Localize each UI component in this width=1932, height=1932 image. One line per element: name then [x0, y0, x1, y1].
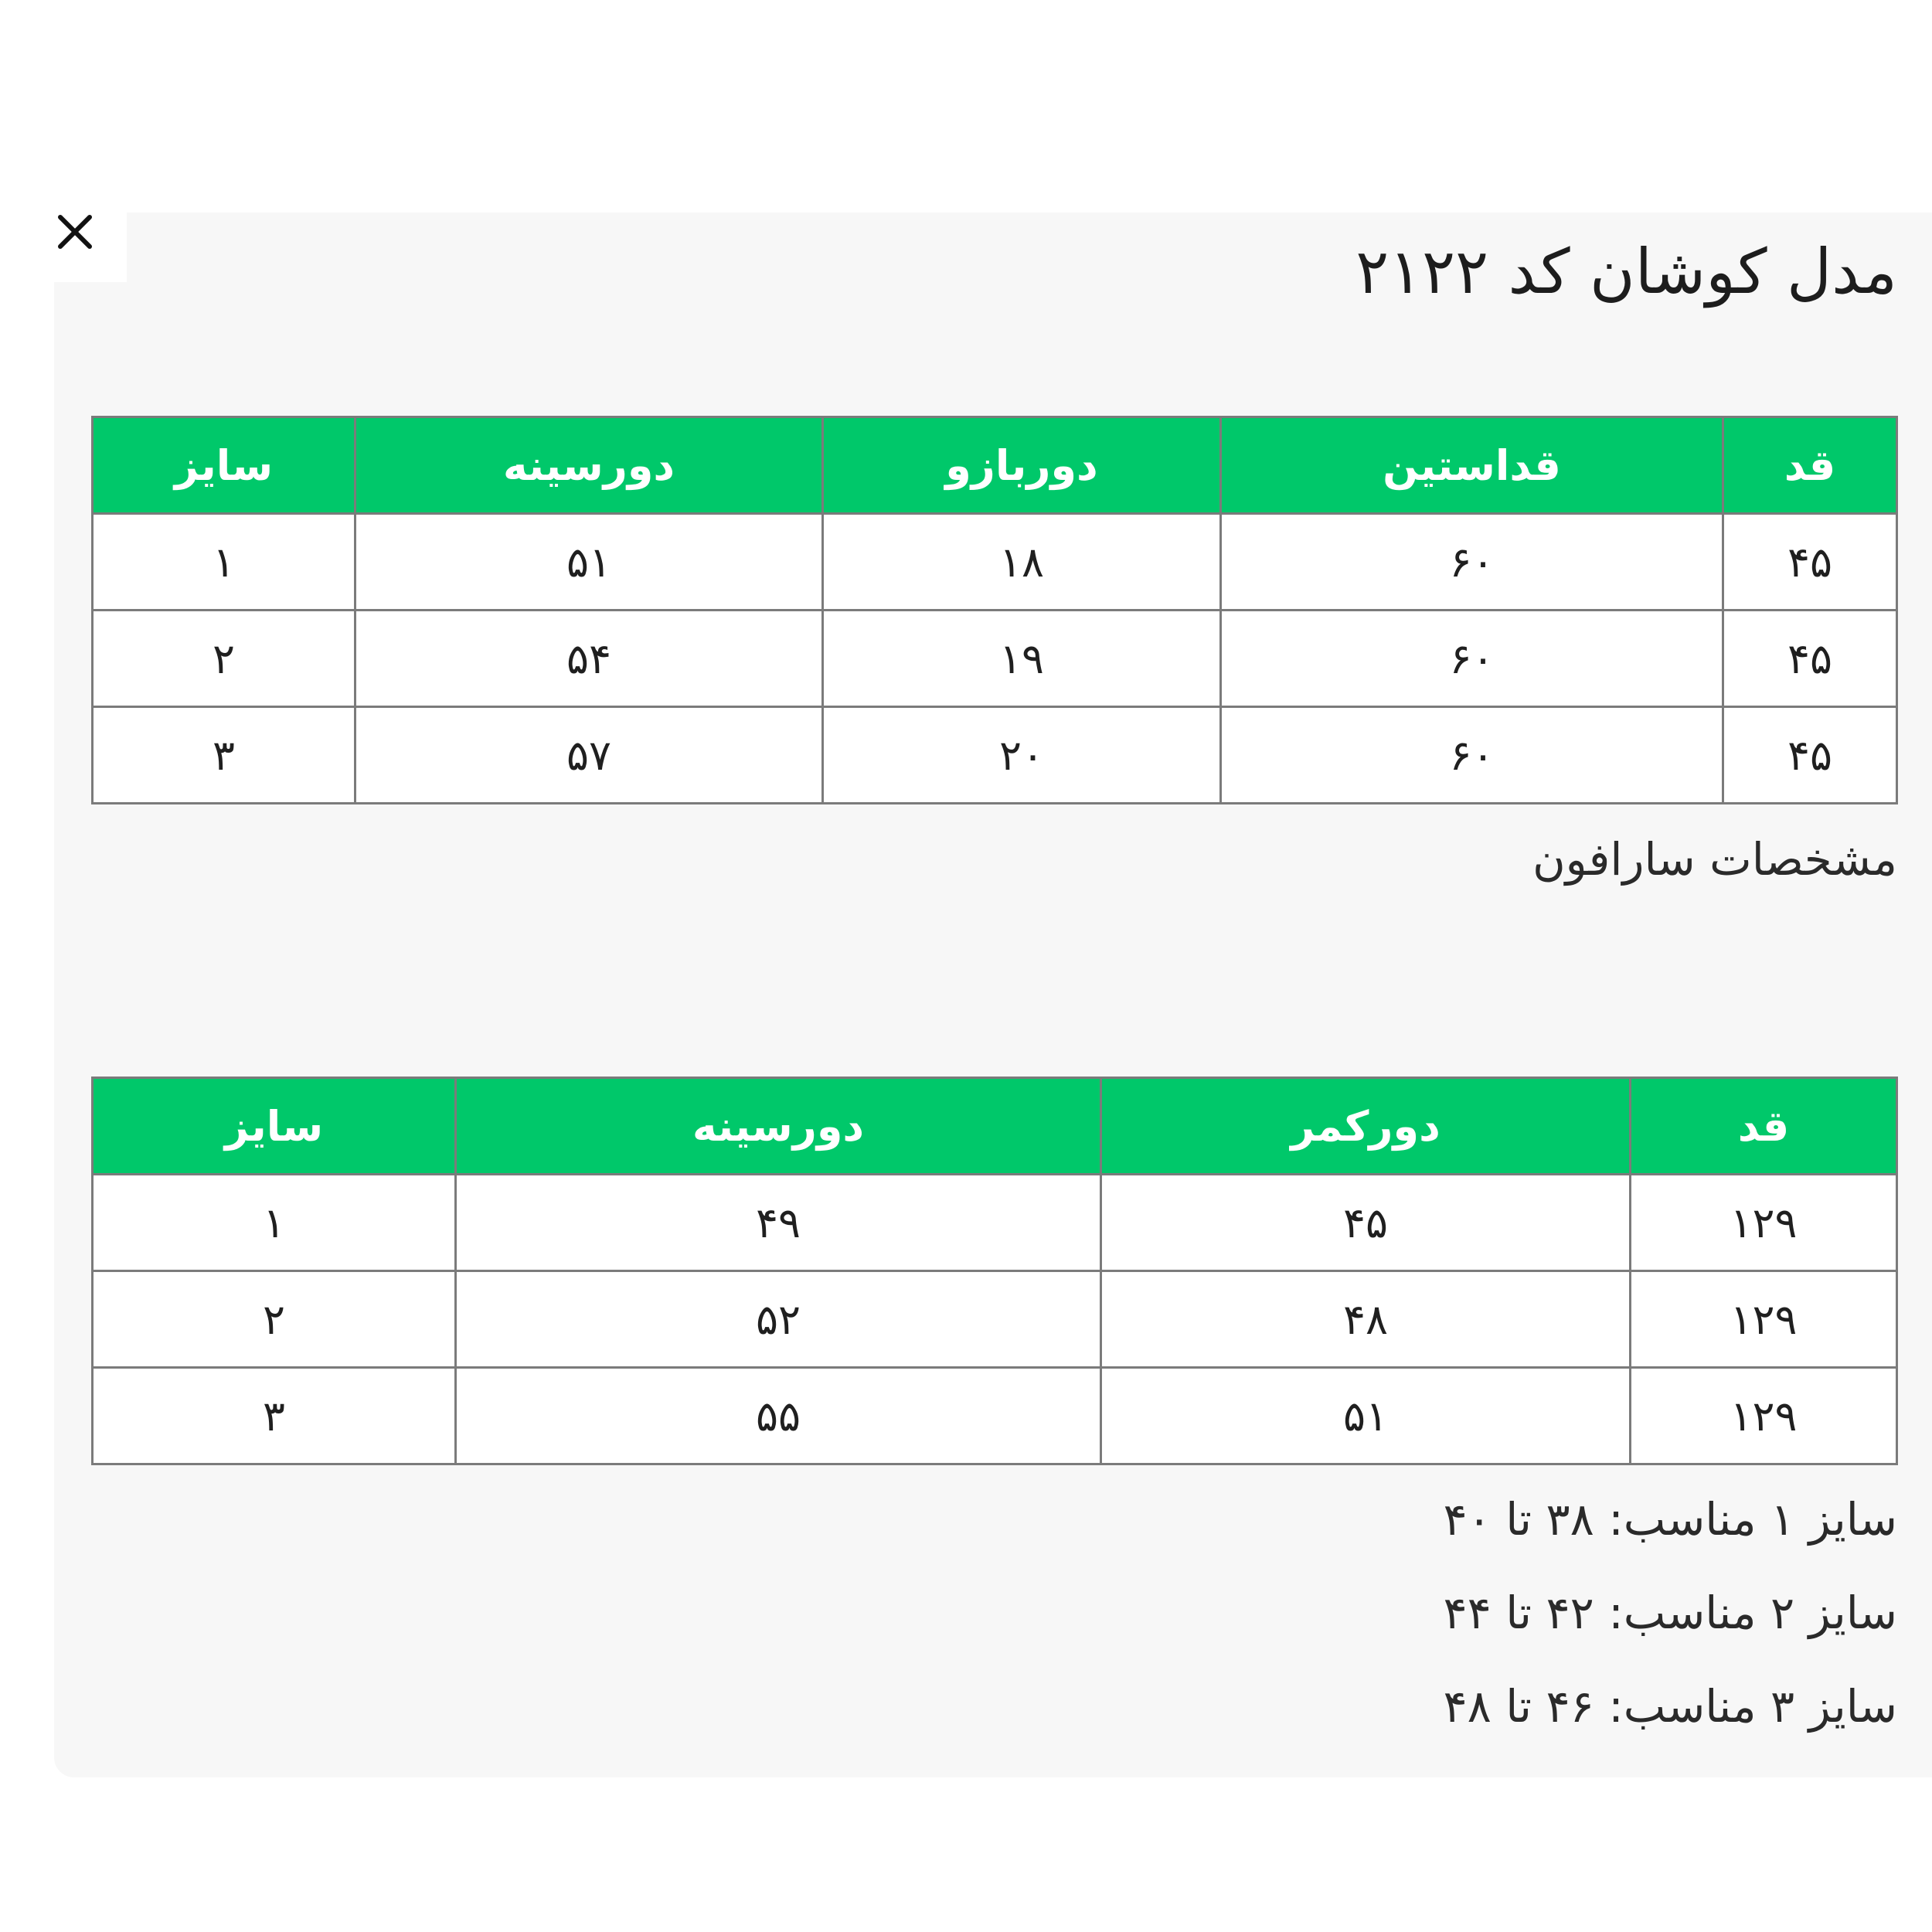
table-cell: ۱۲۹: [1631, 1175, 1897, 1271]
size-note-1: سایز ۱ مناسب: ۳۸ تا ۴۰: [1443, 1493, 1897, 1546]
table-cell: ۵۴: [355, 611, 823, 707]
table-cell: ۴۵: [1101, 1175, 1631, 1271]
table-header-row: [93, 1078, 1897, 1175]
table-cell: ۴۸: [1101, 1271, 1631, 1368]
table-cell: ۱۹: [823, 611, 1221, 707]
table-cell: ۱۲۹: [1631, 1368, 1897, 1464]
table-cell: ۴۹: [456, 1175, 1101, 1271]
table-cell: ۵۲: [456, 1271, 1101, 1368]
table-header-cell: قداستین: [1221, 417, 1723, 514]
table-header-cell: سایز: [93, 1078, 456, 1175]
table-cell: ۶۰: [1221, 707, 1723, 804]
table-cell: ۱: [93, 514, 355, 611]
table-row: [93, 514, 1897, 611]
table-header-cell: قد: [1723, 417, 1897, 514]
sarafon-specs-caption: مشخصات سارافون: [1532, 833, 1897, 886]
table-header-row: [93, 417, 1897, 514]
table-header-cell: قد: [1631, 1078, 1897, 1175]
table-row: [93, 1175, 1897, 1271]
table-row: [93, 1368, 1897, 1464]
table-cell: ۳: [93, 1368, 456, 1464]
table-cell: ۲۰: [823, 707, 1221, 804]
table-cell: ۴۵: [1723, 514, 1897, 611]
table-cell: ۵۵: [456, 1368, 1101, 1464]
table-row: [93, 611, 1897, 707]
size-note-3: سایز ۳ مناسب: ۴۶ تا ۴۸: [1443, 1680, 1897, 1733]
table-cell: ۶۰: [1221, 514, 1723, 611]
table-row: [93, 1271, 1897, 1368]
table-header-cell: دورسینه: [355, 417, 823, 514]
size-note-2: سایز ۲ مناسب: ۴۲ تا ۴۴: [1443, 1587, 1897, 1639]
table-cell: ۴۵: [1723, 707, 1897, 804]
table-cell: ۱۸: [823, 514, 1221, 611]
modal-title: مدل کوشان کد ۲۱۲۲: [1355, 236, 1897, 308]
table-cell: ۲: [93, 611, 355, 707]
table-cell: ۵۷: [355, 707, 823, 804]
size-table-2: [91, 1077, 1898, 1465]
size-table-1: [91, 416, 1898, 804]
table-cell: ۶۰: [1221, 611, 1723, 707]
table-cell: ۲: [93, 1271, 456, 1368]
table-cell: ۱: [93, 1175, 456, 1271]
table-cell: ۵۱: [1101, 1368, 1631, 1464]
table-cell: ۵۱: [355, 514, 823, 611]
table-header-cell: دورسینه: [456, 1078, 1101, 1175]
table-header-cell: دوربازو: [823, 417, 1221, 514]
table-cell: ۳: [93, 707, 355, 804]
table-cell: ۴۵: [1723, 611, 1897, 707]
table-row: [93, 707, 1897, 804]
close-icon[interactable]: [56, 213, 94, 251]
table-header-cell: دورکمر: [1101, 1078, 1631, 1175]
table-header-cell: سایز: [93, 417, 355, 514]
table-cell: ۱۲۹: [1631, 1271, 1897, 1368]
